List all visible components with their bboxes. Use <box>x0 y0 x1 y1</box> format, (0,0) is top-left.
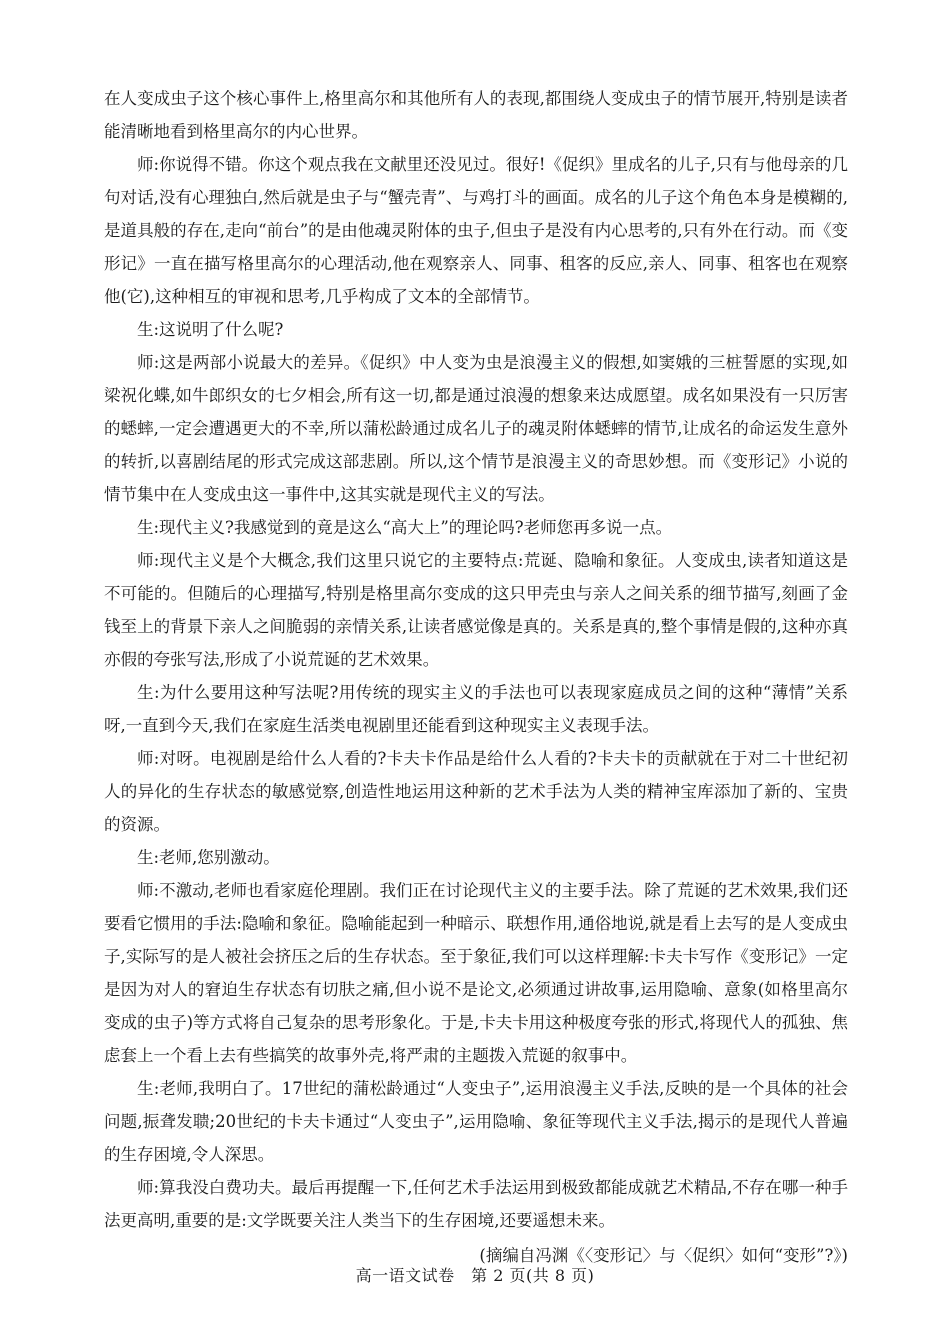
paragraph-1: 师:你说得不错。你这个观点我在文献里还没见过。很好!《促织》里成名的儿子,只有与他母亲的几句对话,没有心理独白,然后就是虫子与“蟹壳青”、与鸡打斗的画面。成名的儿子这个角色本身是模糊的,是道具般的存在,走向“前台”的是由他魂灵附体的虫子,但虫子是没有内心思考的,只有外在行动。而《变形记》一直在描写格里高尔的心理活动,他在观察亲人、同事、租客的反应,亲人、同事、租客也在观察他(它),这种相互的审视和思考,几乎构成了文本的全部情节。 <box>104 155 848 306</box>
source-citation: (摘编自冯渊《〈变形记〉与〈促织〉如何“变形”?》) <box>479 1246 848 1265</box>
paragraph-2: 生:这说明了什么呢? <box>137 320 284 339</box>
paragraph-4: 生:现代主义?我感觉到的竟是这么“高大上”的理论吗?老师您再多说一点。 <box>137 518 673 537</box>
paragraph-3: 师:这是两部小说最大的差异。《促织》中人变为虫是浪漫主义的假想,如窦娥的三桩誓愿的实现,如梁祝化蝶,如牛郎织女的七夕相会,所有这一切,都是通过浪漫的想象来达成愿望。成名如果没有一只厉害的蟋蟀,一定会遭遇更大的不幸,所以蒲松龄通过成名儿子的魂灵附体蟋蟀的情节,让成名的命运发生意外的转折,以喜剧结尾的形式完成这部悲剧。所以,这个情节是浪漫主义的奇思妙想。而《变形记》小说的情节集中在人变成虫这一事件中,这其实就是现代主义的写法。 <box>104 353 848 504</box>
paragraph-7: 师:对呀。电视剧是给什么人看的?卡夫卡作品是给什么人看的?卡夫卡的贡献就在于对二十世纪初人的异化的生存状态的敏感觉察,创造性地运用这种新的艺术手法为人类的精神宝库添加了新的、宝贵的资源。 <box>104 749 848 834</box>
document-body <box>104 82 848 1272</box>
paragraph-0: 在人变成虫子这个核心事件上,格里高尔和其他所有人的表现,都围绕人变成虫子的情节展开,特别是读者能清晰地看到格里高尔的内心世界。 <box>104 89 848 141</box>
paragraph-11: 师:算我没白费功夫。最后再提醒一下,任何艺术手法运用到极致都能成就艺术精品,不存在哪一种手法更高明,重要的是:文学既要关注人类当下的生存困境,还要遥想未来。 <box>104 1178 848 1230</box>
paragraph-10: 生:老师,我明白了。17世纪的蒲松龄通过“人变虫子”,运用浪漫主义手法,反映的是一个具体的社会问题,振聋发聩;20世纪的卡夫卡通过“人变虫子”,运用隐喻、象征等现代主义手法,揭示的是现代人普遍的生存困境,令人深思。 <box>104 1079 848 1164</box>
paragraph-8: 生:老师,您别激动。 <box>137 848 280 867</box>
paragraph-5: 师:现代主义是个大概念,我们这里只说它的主要特点:荒诞、隐喻和象征。人变成虫,读者知道这是不可能的。但随后的心理描写,特别是格里高尔变成的这只甲壳虫与亲人之间关系的细节描写,刻画了金钱至上的背景下亲人之间脆弱的亲情关系,让读者感觉像是真的。关系是真的,整个事情是假的,这种亦真亦假的夸张写法,形成了小说荒诞的艺术效果。 <box>104 551 848 669</box>
paragraph-6: 生:为什么要用这种写法呢?用传统的现实主义的手法也可以表现家庭成员之间的这种“薄情”关系呀,一直到今天,我们在家庭生活类电视剧里还能看到这种现实主义表现手法。 <box>104 683 848 735</box>
page-footer: 高一语文试卷 第 2 页(共 8 页) <box>355 1266 595 1285</box>
paragraph-9: 师:不激动,老师也看家庭伦理剧。我们正在讨论现代主义的主要手法。除了荒诞的艺术效果,我们还要看它惯用的手法:隐喻和象征。隐喻能起到一种暗示、联想作用,通俗地说,就是看上去写的是人变成虫子,实际写的是人被社会挤压之后的生存状态。至于象征,我们可以这样理解:卡夫卡写作《变形记》一定是因为对人的窘迫生存状态有切肤之痛,但小说不是论文,必须通过讲故事,运用隐喻、意象(如格里高尔变成的虫子)等方式将自己复杂的思考形象化。于是,卡夫卡用这种极度夸张的形式,将现代人的孤独、焦虑套上一个看上去有些搞笑的故事外壳,将严肃的主题拨入荒诞的叙事中。 <box>104 881 848 1065</box>
